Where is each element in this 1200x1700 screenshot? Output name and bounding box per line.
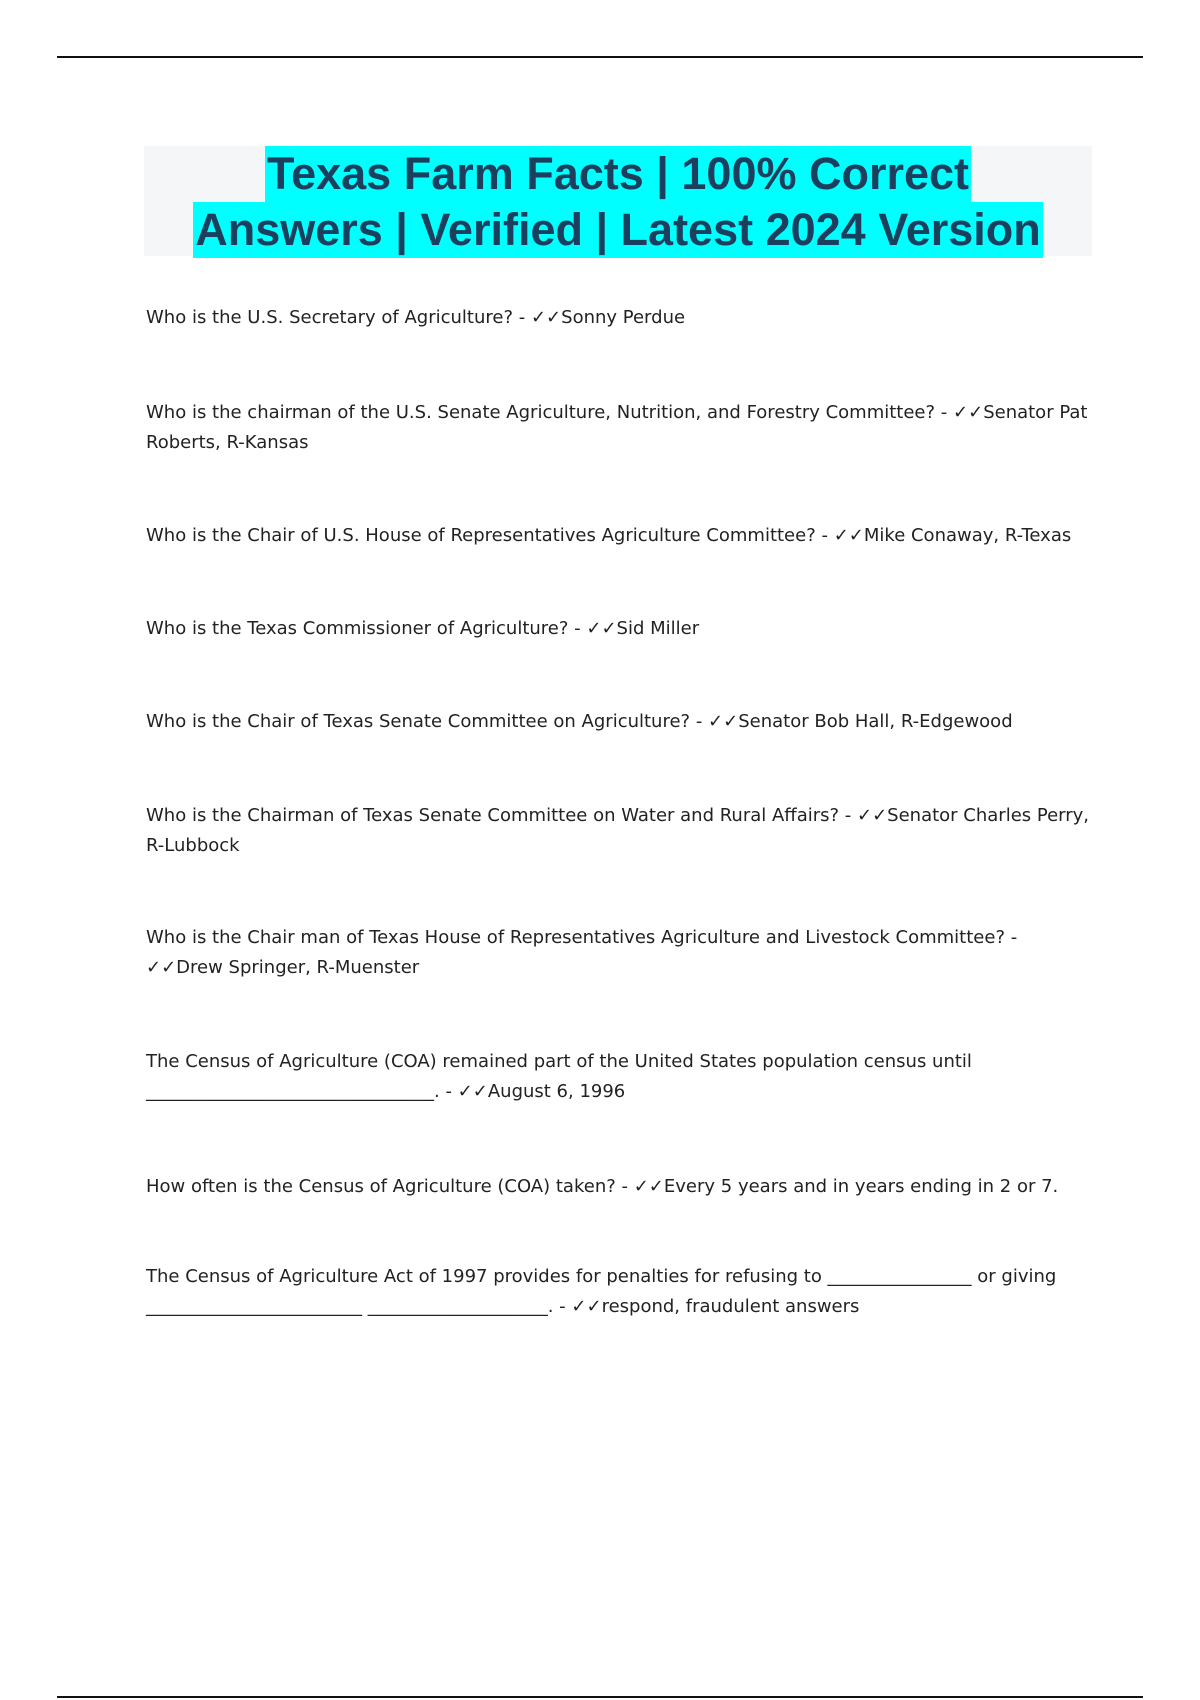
answer-text: Drew Springer, R-Muenster: [176, 957, 420, 978]
qa-item: [146, 303, 1096, 333]
top-rule: [57, 56, 1143, 58]
question-text: Who is the Chair of U.S. House of Representatives Agriculture Committee? -: [146, 525, 834, 546]
qa-item: [146, 923, 1096, 983]
question-text: The Census of Agriculture Act of 1997 provides for penalties for refusing to ________________ or giving ________________________ ____________________. -: [146, 1266, 1057, 1317]
question-text: How often is the Census of Agriculture (COA) taken? -: [146, 1176, 634, 1197]
answer-text: Senator Charles Perry, R-Lubbock: [146, 805, 1090, 856]
bottom-rule: [57, 1696, 1143, 1698]
qa-item: [146, 614, 1096, 644]
checkmark-icon: ✓✓: [146, 957, 177, 978]
question-text: Who is the Texas Commissioner of Agriculture? -: [146, 618, 587, 639]
title-line-2: Answers | Verified | Latest 2024 Version: [193, 202, 1043, 258]
checkmark-icon: ✓✓: [571, 1296, 602, 1317]
question-text: Who is the Chair of Texas Senate Committee on Agriculture? -: [146, 711, 709, 732]
title-line-1: Texas Farm Facts | 100% Correct: [265, 146, 971, 202]
answer-text: Sid Miller: [616, 618, 700, 639]
checkmark-icon: ✓✓: [953, 402, 984, 423]
checkmark-icon: ✓✓: [708, 711, 739, 732]
answer-text: Mike Conaway, R-Texas: [863, 525, 1072, 546]
qa-item: [146, 1047, 1096, 1107]
qa-item: [146, 801, 1096, 861]
qa-item: [146, 1262, 1096, 1322]
answer-text: Senator Bob Hall, R-Edgewood: [738, 711, 1013, 732]
answer-text: August 6, 1996: [487, 1081, 626, 1102]
checkmark-icon: ✓✓: [586, 618, 617, 639]
answer-text: Every 5 years and in years ending in 2 or 7.: [663, 1176, 1059, 1197]
qa-item: [146, 398, 1096, 458]
answer-text: Sonny Perdue: [561, 307, 686, 328]
checkmark-icon: ✓✓: [857, 805, 888, 826]
checkmark-icon: ✓✓: [457, 1081, 488, 1102]
answer-text: Senator Pat Roberts, R-Kansas: [146, 402, 1088, 453]
qa-item: [146, 521, 1096, 551]
question-text: Who is the chairman of the U.S. Senate Agriculture, Nutrition, and Forestry Committee? -: [146, 402, 954, 423]
checkmark-icon: ✓✓: [833, 525, 864, 546]
document-title: [144, 146, 1092, 256]
checkmark-icon: ✓✓: [530, 307, 562, 328]
checkmark-icon: ✓✓: [633, 1176, 664, 1197]
qa-item: [146, 707, 1096, 737]
question-text: Who is the Chairman of Texas Senate Committee on Water and Rural Affairs? -: [146, 805, 857, 826]
question-text: Who is the Chair man of Texas House of Representatives Agriculture and Livestock Committee? -: [146, 927, 1018, 948]
answer-text: respond, fraudulent answers: [601, 1296, 860, 1317]
question-text: The Census of Agriculture (COA) remained part of the United States population census until ________________________________. -: [146, 1051, 972, 1102]
question-text: Who is the U.S. Secretary of Agriculture? -: [146, 307, 531, 328]
qa-item: [146, 1172, 1096, 1202]
